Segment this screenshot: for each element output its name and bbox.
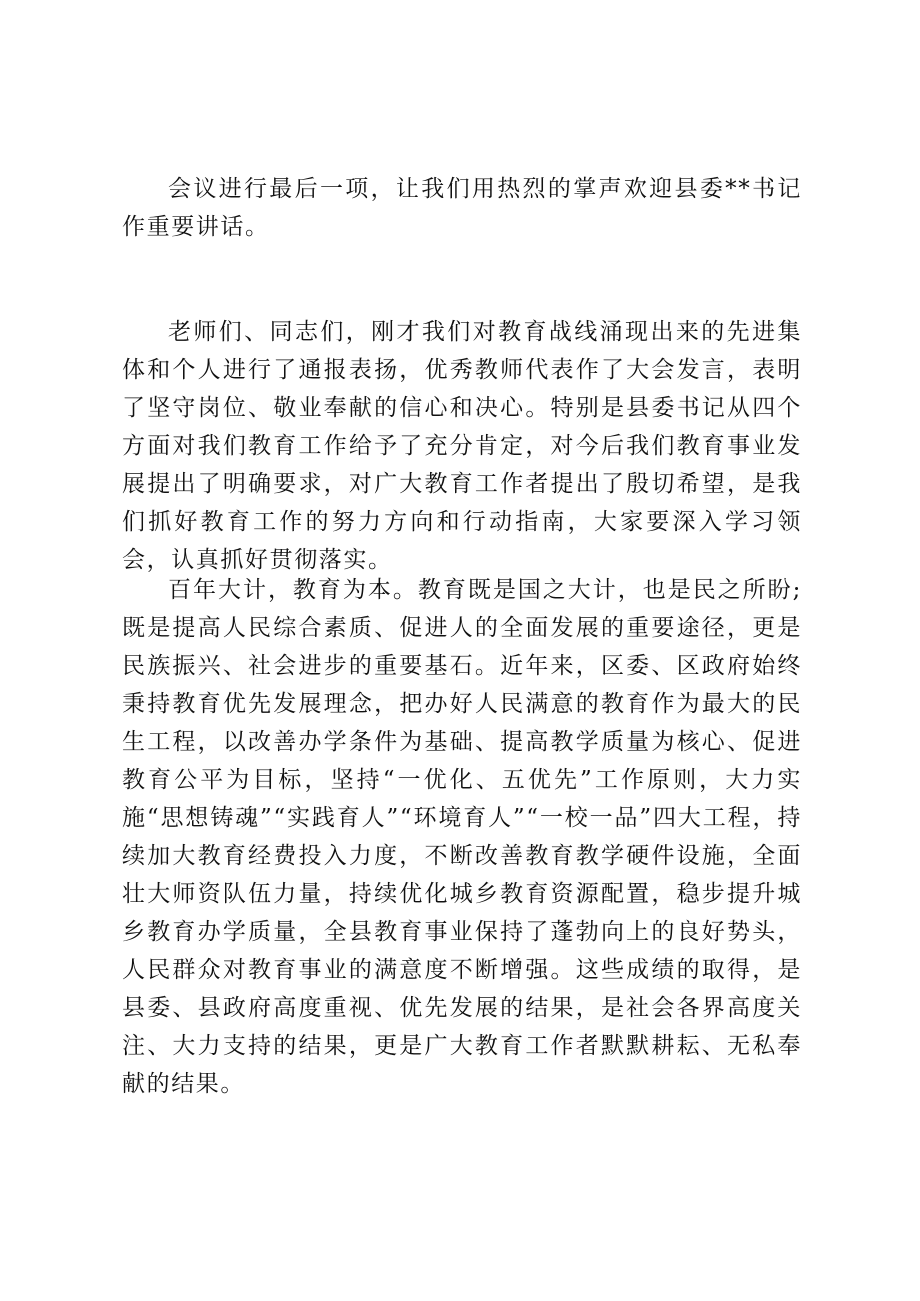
paragraph-address: 老师们、同志们，刚才我们对教育战线涌现出来的先进集体和个人进行了通报表扬，优秀教师代表作了大会发言，表明了坚守岗位、敬业奉献的信心和决心。特别是县委书记从四个方面对我们教育工作给予了充分肯定，对今后我们教育事业发展提出了明确要求，对广大教育工作者提出了殷切希望，是我们抓好教育工作的努力方向和行动指南，大家要深入学习领会，认真抓好贯彻落实。	[122, 319, 802, 573]
paragraph-education-achievements: 百年大计，教育为本。教育既是国之大计，也是民之所盼;既是提高人民综合素质、促进人的全面发展的重要途径，更是民族振兴、社会进步的重要基石。近年来，区委、区政府始终秉持教育优先发展理念，把办好人民满意的教育作为最大的民生工程，以改善办学条件为基础、提高教学质量为核心、促进教育公平为目标，坚持“一优化、五优先”工作原则，大力实施“思想铸魂”“实践育人”“环境育人”“一校一品”四大工程，持续加大教育经费投入力度，不断改善教育教学硬件设施，全面壮大师资队伍力量，持续优化城乡教育资源配置，稳步提升城乡教育办学质量，全县教育事业保持了蓬勃向上的良好势头，人民群众对教育事业的满意度不断增强。这些成绩的取得，是县委、县政府高度重视、优先发展的结果，是社会各界高度关注、大力支持的结果，更是广大教育工作者默默耕耘、无私奉献的结果。	[122, 577, 802, 1097]
paragraph-opening: 会议进行最后一项，让我们用热烈的掌声欢迎县委**书记作重要讲话。	[122, 176, 802, 240]
